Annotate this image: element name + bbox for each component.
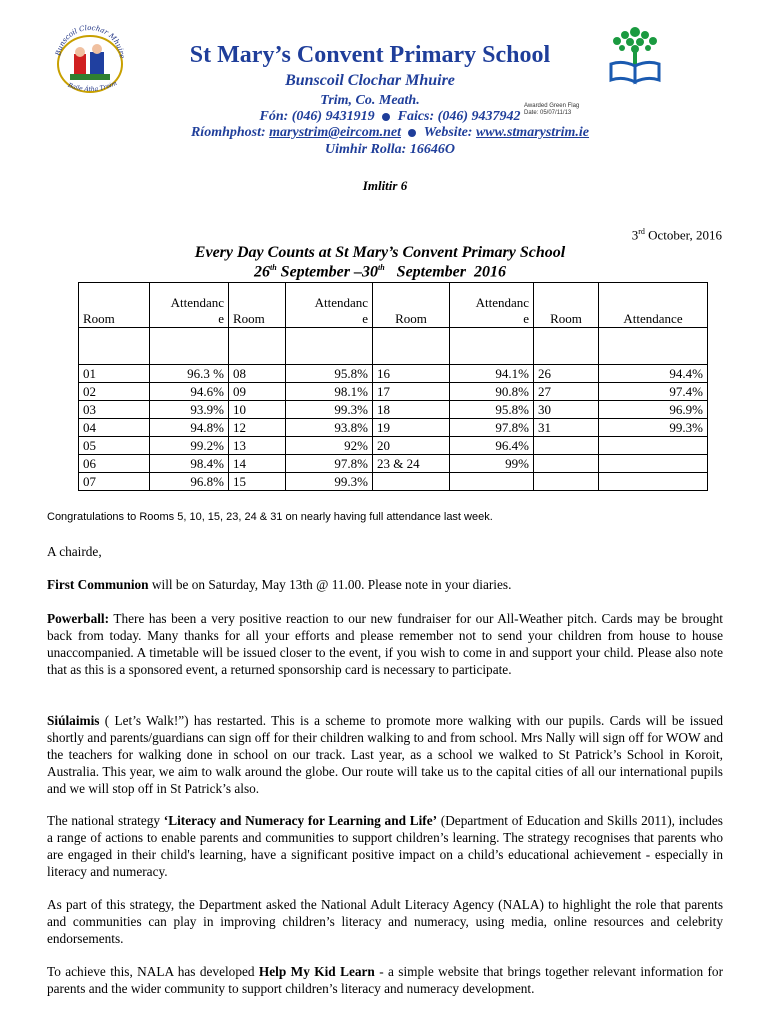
attendance-cell: 94.1%: [450, 365, 534, 383]
paragraph-text: To achieve this, NALA has developed: [47, 964, 259, 979]
paragraph-siulaimis: [47, 712, 723, 797]
paragraph-first-communion: [47, 576, 723, 593]
table-cell: [373, 328, 450, 365]
paragraph-text: ( Let’s Walk!”) has restarted. This is a scheme to promote more walking with our pupils. Cards will be issued shortly and parents/guardians can sign off for their children walking to and from school. Mrs Nally will sign off for WOW and the teachers for walking done in school on our track. Last year, as a school we walked to St Patrick’s School in Koroit, Australia. This year, we aim to walk around the globe. Our route will take us to the capital cities of all our international pupils and we will stop off in St Patrick’s also.: [47, 713, 723, 796]
paragraph-literacy-strategy: [47, 812, 723, 880]
date-day: 3: [631, 227, 639, 243]
attendance-cell: 93.8%: [286, 419, 373, 437]
attendance-cell: 97.4%: [599, 383, 708, 401]
table-cell: [286, 328, 373, 365]
paragraph-text: will be on Saturday, May 13th @ 11.00. Please note in your diaries.: [148, 577, 512, 592]
room-cell: [373, 473, 450, 491]
room-cell: 14: [229, 455, 286, 473]
green-flag-line-1: Awarded Green Flag: [524, 103, 580, 109]
paragraph-help-my-kid-learn: [47, 963, 723, 997]
room-cell: [534, 473, 599, 491]
bullet-icon: [408, 129, 416, 137]
range-start-day: 26: [254, 263, 270, 281]
paragraph-nala: As part of this strategy, the Department asked the National Adult Literacy Agency (NALA) to highlight the role that parents and communities can play in improving children’s literacy and numeracy, using media, online resources and celebrity endorsements.: [47, 897, 723, 946]
attendance-cell: 92%: [286, 437, 373, 455]
attendance-title: Every Day Counts at St Mary’s Convent Primary School: [194, 244, 566, 261]
header-attendance-part-1: Attendanc: [170, 295, 224, 310]
room-cell: [534, 437, 599, 455]
attendance-cell: 98.1%: [286, 383, 373, 401]
website-link[interactable]: www.stmarystrim.ie: [475, 125, 590, 140]
attendance-cell: 97.8%: [450, 419, 534, 437]
room-cell: 07: [79, 473, 150, 491]
room-cell: 18: [373, 401, 450, 419]
paragraph-heading: Siúlaimis: [47, 713, 100, 728]
header-room: Room: [79, 283, 150, 328]
range-end: September 2016: [384, 263, 506, 281]
table-row: [79, 455, 708, 473]
room-cell: 02: [79, 383, 150, 401]
room-cell: 13: [229, 437, 286, 455]
room-cell: 03: [79, 401, 150, 419]
attendance-cell: 99.3%: [286, 473, 373, 491]
email-link[interactable]: marystrim@eircom.net: [269, 125, 401, 140]
header-room: Room: [534, 283, 599, 328]
table-cell: [229, 328, 286, 365]
table-cell: [599, 328, 708, 365]
attendance-cell: [450, 473, 534, 491]
room-cell: 19: [373, 419, 450, 437]
crest-text-bottom: Baile Átha Troim: [66, 79, 119, 94]
room-cell: 23 & 24: [373, 455, 450, 473]
room-cell: 15: [229, 473, 286, 491]
paragraph-heading: First Communion: [47, 577, 149, 592]
table-blank-row: [79, 328, 708, 365]
attendance-cell: 95.8%: [450, 401, 534, 419]
attendance-cell: 96.3 %: [150, 365, 229, 383]
table-row: [79, 365, 708, 383]
date-suffix: rd: [638, 227, 645, 236]
room-cell: 30: [534, 401, 599, 419]
email-label: Ríomhphost:: [190, 125, 266, 140]
attendance-cell: 90.8%: [450, 383, 534, 401]
table-row: [79, 401, 708, 419]
paragraph-powerball: [47, 610, 723, 678]
attendance-cell: 99.3%: [286, 401, 373, 419]
room-cell: 12: [229, 419, 286, 437]
table-row: [79, 473, 708, 491]
school-name: St Mary’s Convent Primary School: [189, 42, 551, 68]
attendance-cell: 94.8%: [150, 419, 229, 437]
paragraph-text: The national strategy: [47, 813, 164, 828]
room-cell: 08: [229, 365, 286, 383]
attendance-cell: [599, 437, 708, 455]
paragraph-heading: ‘Literacy and Numeracy for Learning and Life’: [163, 813, 438, 828]
range-end-suffix: th: [378, 263, 385, 272]
fax-number: Faics: (046) 9437942: [397, 109, 521, 124]
attendance-cell: 94.6%: [150, 383, 229, 401]
bullet-icon: [382, 113, 390, 121]
paragraph-text: There has been a very positive reaction to our new fundraiser for our All-Weather pitch. Cards may be brought back from today. Many thanks for all your efforts and please remember not to send your children from house to house unaccompanied. A timetable will be issued closer to the event, if you wish to come in and support your child. Please also note that as this is a sponsored event, a returned sponsorship card is necessary to participate.: [47, 611, 723, 677]
room-cell: 01: [79, 365, 150, 383]
attendance-cell: [599, 455, 708, 473]
newsletter-number: Imlitir 6: [362, 178, 408, 193]
attendance-table: [78, 282, 708, 491]
header-attendance: Attendance: [599, 283, 708, 328]
header-attendance-part-1: Attendanc: [314, 295, 368, 310]
attendance-date-range: [40, 263, 720, 281]
green-flag-line-2: Date: 05/07/11/13: [524, 110, 572, 116]
school-irish-name: Bunscoil Clochar Mhuire: [285, 72, 455, 89]
crest-text-top: Bunscoil Clochar Mhuire: [54, 23, 126, 59]
paragraph-heading: Powerball:: [47, 611, 110, 626]
room-cell: 20: [373, 437, 450, 455]
table-cell: [450, 328, 534, 365]
paragraph-text: - a simple website that brings together relevant information for parents and the wider community to support children’s literacy and numeracy development.: [47, 964, 723, 996]
table-cell: [150, 328, 229, 365]
room-cell: 06: [79, 455, 150, 473]
table-cell: [79, 328, 150, 365]
table-row: [79, 419, 708, 437]
attendance-cell: 99%: [450, 455, 534, 473]
congratulations-note: Congratulations to Rooms 5, 10, 15, 23, 24 & 31 on nearly having full attendance last week.: [47, 511, 493, 523]
website-label: Website:: [423, 125, 473, 140]
attendance-cell: 98.4%: [150, 455, 229, 473]
attendance-cell: [599, 473, 708, 491]
room-cell: 26: [534, 365, 599, 383]
header-room: Room: [229, 283, 286, 328]
room-cell: 05: [79, 437, 150, 455]
contact-email-line: [40, 125, 740, 141]
header-attendance-part-2: e: [362, 311, 368, 326]
room-cell: 10: [229, 401, 286, 419]
room-cell: 27: [534, 383, 599, 401]
room-cell: 17: [373, 383, 450, 401]
attendance-cell: 96.8%: [150, 473, 229, 491]
roll-number: Uimhir Rolla: 16646O: [325, 142, 455, 157]
phone-number: Fón: (046) 9431919: [259, 109, 375, 124]
header-attendance: [450, 283, 534, 328]
date-rest: October, 2016: [644, 227, 722, 243]
attendance-cell: 94.4%: [599, 365, 708, 383]
attendance-cell: 96.9%: [599, 401, 708, 419]
header-attendance-part-1: Attendanc: [475, 295, 529, 310]
range-start-suffix: th: [270, 263, 277, 272]
table-cell: [534, 328, 599, 365]
table-row: [79, 383, 708, 401]
header-attendance-part-2: e: [523, 311, 529, 326]
header-attendance: [286, 283, 373, 328]
letter-date: [632, 227, 722, 243]
attendance-cell: 99.3%: [599, 419, 708, 437]
attendance-cell: 95.8%: [286, 365, 373, 383]
room-cell: 09: [229, 383, 286, 401]
attendance-cell: 96.4%: [450, 437, 534, 455]
header-room: Room: [373, 283, 450, 328]
contact-phone-line: [40, 109, 740, 125]
range-mid: September –30: [276, 263, 378, 281]
greeting: A chairde,: [47, 544, 102, 559]
attendance-cell: 99.2%: [150, 437, 229, 455]
attendance-cell: 93.9%: [150, 401, 229, 419]
attendance-cell: 97.8%: [286, 455, 373, 473]
paragraph-text: (Department of Education and Skills 2011), includes a range of actions to enable parents and communities to support children’s learning. The strategy recognises that parents who are engaged in their child's learning, have a significant positive impact on a child’s educational achievement - especially in literacy and numeracy.: [47, 813, 723, 879]
school-address: Trim, Co. Meath.: [320, 93, 420, 108]
room-cell: 31: [534, 419, 599, 437]
room-cell: [534, 455, 599, 473]
table-header-row: [79, 283, 708, 328]
table-row: [79, 437, 708, 455]
room-cell: 04: [79, 419, 150, 437]
header-attendance: [150, 283, 229, 328]
header-attendance-part-2: e: [218, 311, 224, 326]
room-cell: 16: [373, 365, 450, 383]
paragraph-heading: Help My Kid Learn: [258, 964, 375, 979]
